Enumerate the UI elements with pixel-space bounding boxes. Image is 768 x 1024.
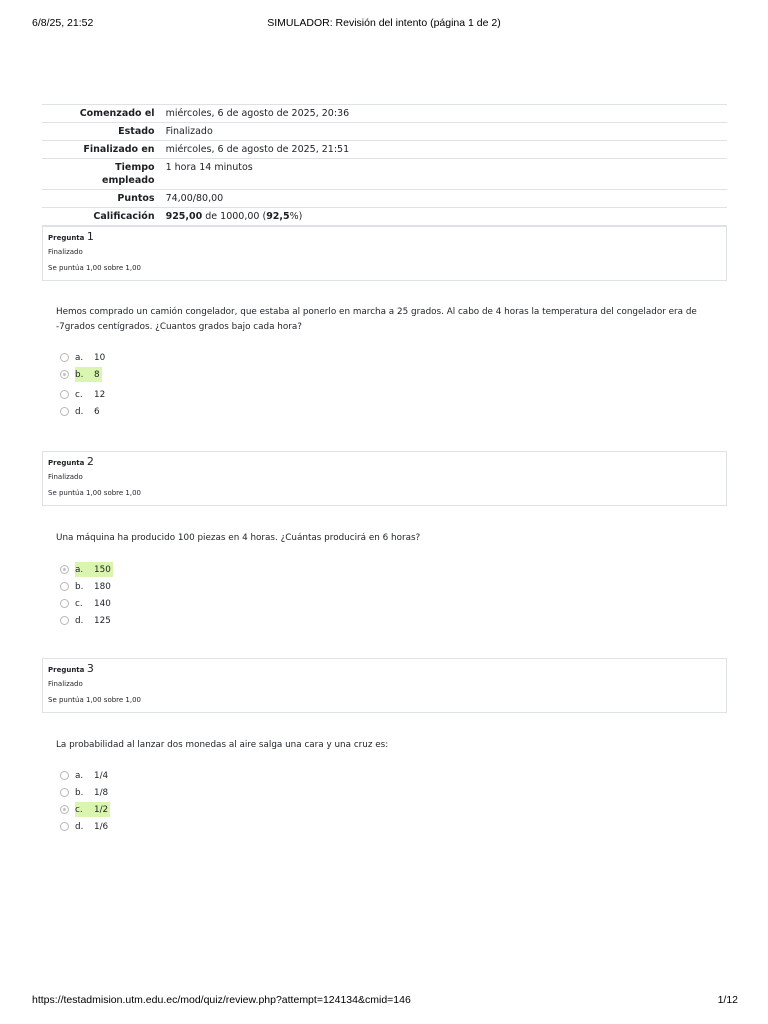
answer-option — [60, 801, 110, 818]
grade-score: 925,00 — [165, 211, 203, 222]
answer-option — [60, 818, 110, 835]
print-date: 6/8/25, 21:52 — [32, 17, 94, 29]
summary-row-grade — [42, 208, 727, 226]
summary-value: Finalizado — [165, 126, 213, 137]
answer-value: 10 — [94, 352, 106, 363]
question-info-1 — [42, 226, 727, 281]
answer-letter: a. — [75, 564, 84, 575]
page-url: https://testadmision.utm.edu.ec/mod/quiz/review.php?attempt=124134&cmid=146 — [32, 994, 411, 1006]
answer-list-1 — [60, 349, 107, 420]
answer-option — [60, 403, 107, 420]
radio-button[interactable] — [60, 565, 69, 574]
summary-value: miércoles, 6 de agosto de 2025, 21:51 — [165, 144, 350, 155]
answer-letter: d. — [75, 821, 84, 832]
page-count: 1/12 — [717, 994, 738, 1006]
answer-letter: c. — [75, 598, 83, 609]
radio-button[interactable] — [60, 390, 69, 399]
summary-value — [160, 208, 727, 226]
question-state: Finalizado — [48, 473, 83, 481]
summary-label: Estado — [118, 126, 155, 137]
summary-row-finished — [42, 141, 727, 159]
question-text-2: Una máquina ha producido 100 piezas en 4 horas. ¿Cuántas producirá en 6 horas? — [56, 533, 421, 543]
answer-letter: a. — [75, 770, 84, 781]
summary-value: 74,00/80,00 — [165, 193, 224, 204]
question-number: Pregunta 3 — [48, 662, 94, 675]
question-info-3 — [42, 658, 727, 713]
answer-option — [60, 767, 110, 784]
answer-value: 1/6 — [94, 821, 109, 832]
summary-value: 1 hora 14 minutos — [165, 162, 253, 173]
question-number: Pregunta 2 — [48, 455, 94, 468]
grade-close: %) — [289, 211, 303, 222]
radio-button[interactable] — [60, 805, 69, 814]
radio-button[interactable] — [60, 353, 69, 362]
answer-letter: b. — [75, 787, 84, 798]
question-number: Pregunta 1 — [48, 230, 94, 243]
question-grade: Se puntúa 1,00 sobre 1,00 — [48, 489, 142, 497]
answer-option — [60, 386, 107, 403]
question-text-1: Hemos comprado un camión congelador, que estaba al ponerlo en marcha a 25 grados. Al cabo de 4 horas la temperatura del congelador era de -7grados centígrados. ¿Cuantos grados bajo cada hora? — [56, 307, 697, 332]
answer-value: 6 — [94, 406, 100, 417]
answer-value: 180 — [94, 581, 111, 592]
radio-button[interactable] — [60, 582, 69, 591]
radio-button[interactable] — [60, 771, 69, 780]
summary-row-started — [42, 105, 727, 123]
answer-value: 150 — [94, 564, 111, 575]
summary-row-points — [42, 190, 727, 208]
radio-button[interactable] — [60, 407, 69, 416]
radio-button[interactable] — [60, 616, 69, 625]
answer-letter: c. — [75, 389, 83, 400]
summary-label: Comenzado el — [79, 108, 155, 119]
answer-letter: d. — [75, 615, 84, 626]
summary-value: miércoles, 6 de agosto de 2025, 20:36 — [165, 108, 350, 119]
answer-letter: a. — [75, 352, 84, 363]
summary-row-time — [42, 159, 727, 190]
radio-button[interactable] — [60, 788, 69, 797]
radio-button[interactable] — [60, 370, 69, 379]
radio-button[interactable] — [60, 599, 69, 608]
answer-letter: c. — [75, 804, 83, 815]
summary-label: Tiempo empleado — [102, 162, 155, 186]
question-grade: Se puntúa 1,00 sobre 1,00 — [48, 264, 142, 272]
answer-list-2 — [60, 561, 113, 629]
summary-label: Calificación — [93, 211, 155, 222]
answer-value: 8 — [94, 369, 100, 380]
summary-label: Puntos — [117, 193, 155, 204]
answer-option — [60, 595, 113, 612]
answer-letter: d. — [75, 406, 84, 417]
answer-value: 1/2 — [94, 804, 109, 815]
answer-value: 1/8 — [94, 787, 109, 798]
answer-option — [60, 366, 107, 383]
answer-option — [60, 349, 107, 366]
question-info-2 — [42, 451, 727, 506]
answer-value: 125 — [94, 615, 111, 626]
summary-label: Finalizado en — [83, 144, 155, 155]
grade-percent: 92,5 — [266, 211, 290, 222]
grade-of: de 1000,00 ( — [202, 211, 267, 222]
print-page-title: SIMULADOR: Revisión del intento (página 1 de 2) — [267, 17, 501, 29]
answer-letter: b. — [75, 369, 84, 380]
summary-row-state — [42, 123, 727, 141]
answer-list-3 — [60, 767, 110, 835]
question-grade: Se puntúa 1,00 sobre 1,00 — [48, 696, 142, 704]
answer-value: 1/4 — [94, 770, 109, 781]
print-footer — [32, 994, 738, 1008]
print-header — [32, 17, 736, 31]
attempt-summary-table — [42, 104, 727, 226]
answer-option — [60, 561, 113, 578]
question-text-3: La probabilidad al lanzar dos monedas al aire salga una cara y una cruz es: — [56, 740, 389, 750]
answer-option — [60, 784, 110, 801]
radio-button[interactable] — [60, 822, 69, 831]
question-state: Finalizado — [48, 248, 83, 256]
answer-value: 140 — [94, 598, 111, 609]
answer-option — [60, 578, 113, 595]
answer-option — [60, 612, 113, 629]
question-state: Finalizado — [48, 680, 83, 688]
answer-value: 12 — [94, 389, 106, 400]
answer-letter: b. — [75, 581, 84, 592]
